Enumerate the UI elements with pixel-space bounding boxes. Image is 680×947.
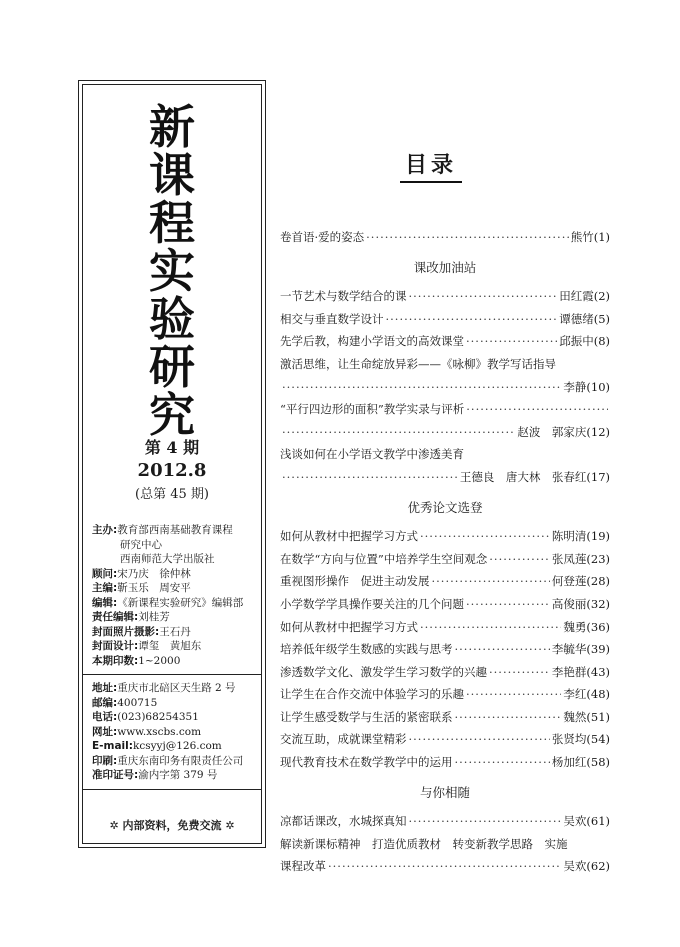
- leader-dots: [282, 466, 458, 489]
- toc-entry-title[interactable]: “平行四边形的面积”教学实录与评析 ·····: [280, 398, 610, 421]
- title-char: 新: [149, 100, 195, 154]
- issue-date: 2012.8: [137, 460, 207, 481]
- credit-row: 顾问:宋乃庆 徐仲林: [92, 567, 191, 580]
- toc-entry[interactable]: 如何从教材中把握学习方式 ····· 魏勇(36): [280, 616, 610, 639]
- toc-entry[interactable]: 交流互助，成就课堂精彩 ····· 张贤均(54): [280, 728, 610, 751]
- toc-entry[interactable]: 在数学“方向与位置”中培养学生空间观念 ····· 张凤莲(23): [280, 548, 610, 571]
- title-char: 研: [149, 340, 195, 394]
- leader-dots: [409, 810, 562, 833]
- toc-entry[interactable]: 小学数学学具操作要关注的几个问题 ····· 高俊丽(32): [280, 593, 610, 616]
- credit-row: 责任编辑:刘桂芳: [92, 611, 170, 623]
- masthead-inner-frame: [82, 84, 262, 844]
- divider: [83, 789, 261, 790]
- leader-dots: [466, 398, 608, 421]
- credits: [92, 523, 255, 796]
- leader-dots: [420, 616, 561, 639]
- leader-dots: [282, 376, 561, 399]
- issue-total: (总第 45 期): [135, 487, 209, 502]
- title-char: 究: [149, 388, 195, 442]
- contact-row: 网址:www.xscbs.com: [92, 725, 202, 738]
- contact-row: 准印证号:渝内字第 379 号: [92, 769, 218, 781]
- credit-row: 主办:教育部西南基础教育课程: [92, 524, 233, 536]
- leader-dots: [466, 330, 557, 353]
- toc-entry-title[interactable]: 激活思维，让生命绽放异彩——《咏柳》教学写话指导: [280, 356, 556, 371]
- leader-dots: [455, 706, 562, 729]
- toc-entry[interactable]: 渗透数学文化、激发学生学习数学的兴趣 ····· 李艳群(43): [280, 661, 610, 684]
- toc-entry[interactable]: 凉都话课改，水城探真知 ····· 吴欢(61): [280, 810, 610, 833]
- leader-dots: [386, 308, 558, 331]
- leader-dots: [455, 751, 550, 774]
- toc-entry-title[interactable]: 解读新课标精神 打造优质教材 转变新教学思路 实施: [280, 836, 568, 851]
- toc-entry-continued[interactable]: ····· 李静(10): [280, 376, 610, 399]
- credit-row: 编辑:《新课程实验研究》编辑部: [92, 596, 244, 609]
- section-heading: 与你相随: [419, 784, 470, 800]
- toc-entry-continued[interactable]: ····· 赵波 郭家庆(12): [280, 421, 610, 444]
- toc-entry[interactable]: 培养低年级学生数感的实践与思考 ····· 李毓华(39): [280, 638, 610, 661]
- leader-dots: [455, 638, 550, 661]
- toc-entry[interactable]: 相交与垂直数学设计 ····· 谭德绪(5): [280, 308, 610, 331]
- leader-dots: [409, 285, 558, 308]
- issue-info: [83, 435, 261, 502]
- leader-dots: [466, 593, 550, 616]
- leader-dots: [409, 728, 550, 751]
- internal-notice: ✲ 内部资料，免费交流 ✲: [109, 819, 235, 832]
- contact-row: 印刷:重庆东南印务有限责任公司: [92, 754, 244, 767]
- toc-entry[interactable]: 让学生感受数学与生活的紧密联系 ····· 魏然(51): [280, 706, 610, 729]
- leader-dots: [282, 421, 515, 444]
- credit-row: 封面设计:谭玺 黄旭东: [92, 640, 202, 652]
- toc-entry-continued[interactable]: 课程改革 ····· 吴欢(62): [280, 855, 610, 878]
- contact-row: 邮编:400715: [92, 696, 158, 709]
- leader-dots: [328, 855, 561, 878]
- title-char: 实: [149, 244, 195, 298]
- leader-dots: [420, 525, 550, 548]
- section-heading: 课改加油站: [413, 259, 477, 275]
- table-of-contents: [280, 226, 610, 878]
- toc-entry-continued[interactable]: ····· 王德良 唐大林 张春红(17): [280, 466, 610, 489]
- toc-entry-title[interactable]: 浅谈如何在小学语文教学中渗透美育: [280, 447, 464, 462]
- title-char: 程: [149, 196, 195, 250]
- section-heading: 优秀论文选登: [407, 499, 483, 515]
- contact-row: 电话:(023)68254351: [92, 711, 199, 723]
- toc-entry[interactable]: 让学生在合作交流中体验学习的乐趣 ····· 李红(48): [280, 683, 610, 706]
- leader-dots: [489, 661, 550, 684]
- credit-row: 封面照片摄影:王石丹: [92, 625, 191, 638]
- toc-entry[interactable]: 卷首语·爱的姿态 ····· 熊竹(1): [280, 226, 610, 249]
- journal-title: [83, 100, 261, 442]
- credit-row-cont: 西南师范大学出版社: [120, 553, 215, 565]
- masthead-box: [78, 80, 266, 848]
- title-char: 验: [149, 292, 195, 346]
- toc-entry[interactable]: 先学后教，构建小学语文的高效课堂 ····· 邱振中(8): [280, 330, 610, 353]
- toc-entry[interactable]: 一节艺术与数学结合的课 ····· 田红霞(2): [280, 285, 610, 308]
- contact-row: E-mail:kcsyyj@126.com: [92, 740, 222, 752]
- leader-dots: [466, 683, 561, 706]
- divider: [83, 674, 261, 675]
- leader-dots: [489, 548, 550, 571]
- credit-row-cont: 研究中心: [120, 538, 162, 551]
- leader-dots: [366, 226, 569, 249]
- toc-entry[interactable]: 如何从教材中把握学习方式 ····· 陈明清(19): [280, 525, 610, 548]
- credit-row: 本期印数:1~2000: [92, 654, 181, 667]
- credit-row: 主编:靳玉乐 周安平: [92, 582, 191, 594]
- toc-entry[interactable]: 重视图形操作 促进主动发展 ····· 何登莲(28): [280, 570, 610, 593]
- title-char: 课: [149, 148, 195, 202]
- toc-title: 目录: [404, 153, 457, 178]
- toc-title-underline: [400, 181, 462, 183]
- toc-entry[interactable]: 现代教育技术在数学教学中的运用 ····· 杨加红(58): [280, 751, 610, 774]
- contact-row: 地址:重庆市北碚区天生路 2 号: [92, 682, 236, 694]
- issue-number: 第 4 期: [144, 438, 200, 457]
- leader-dots: [432, 570, 550, 593]
